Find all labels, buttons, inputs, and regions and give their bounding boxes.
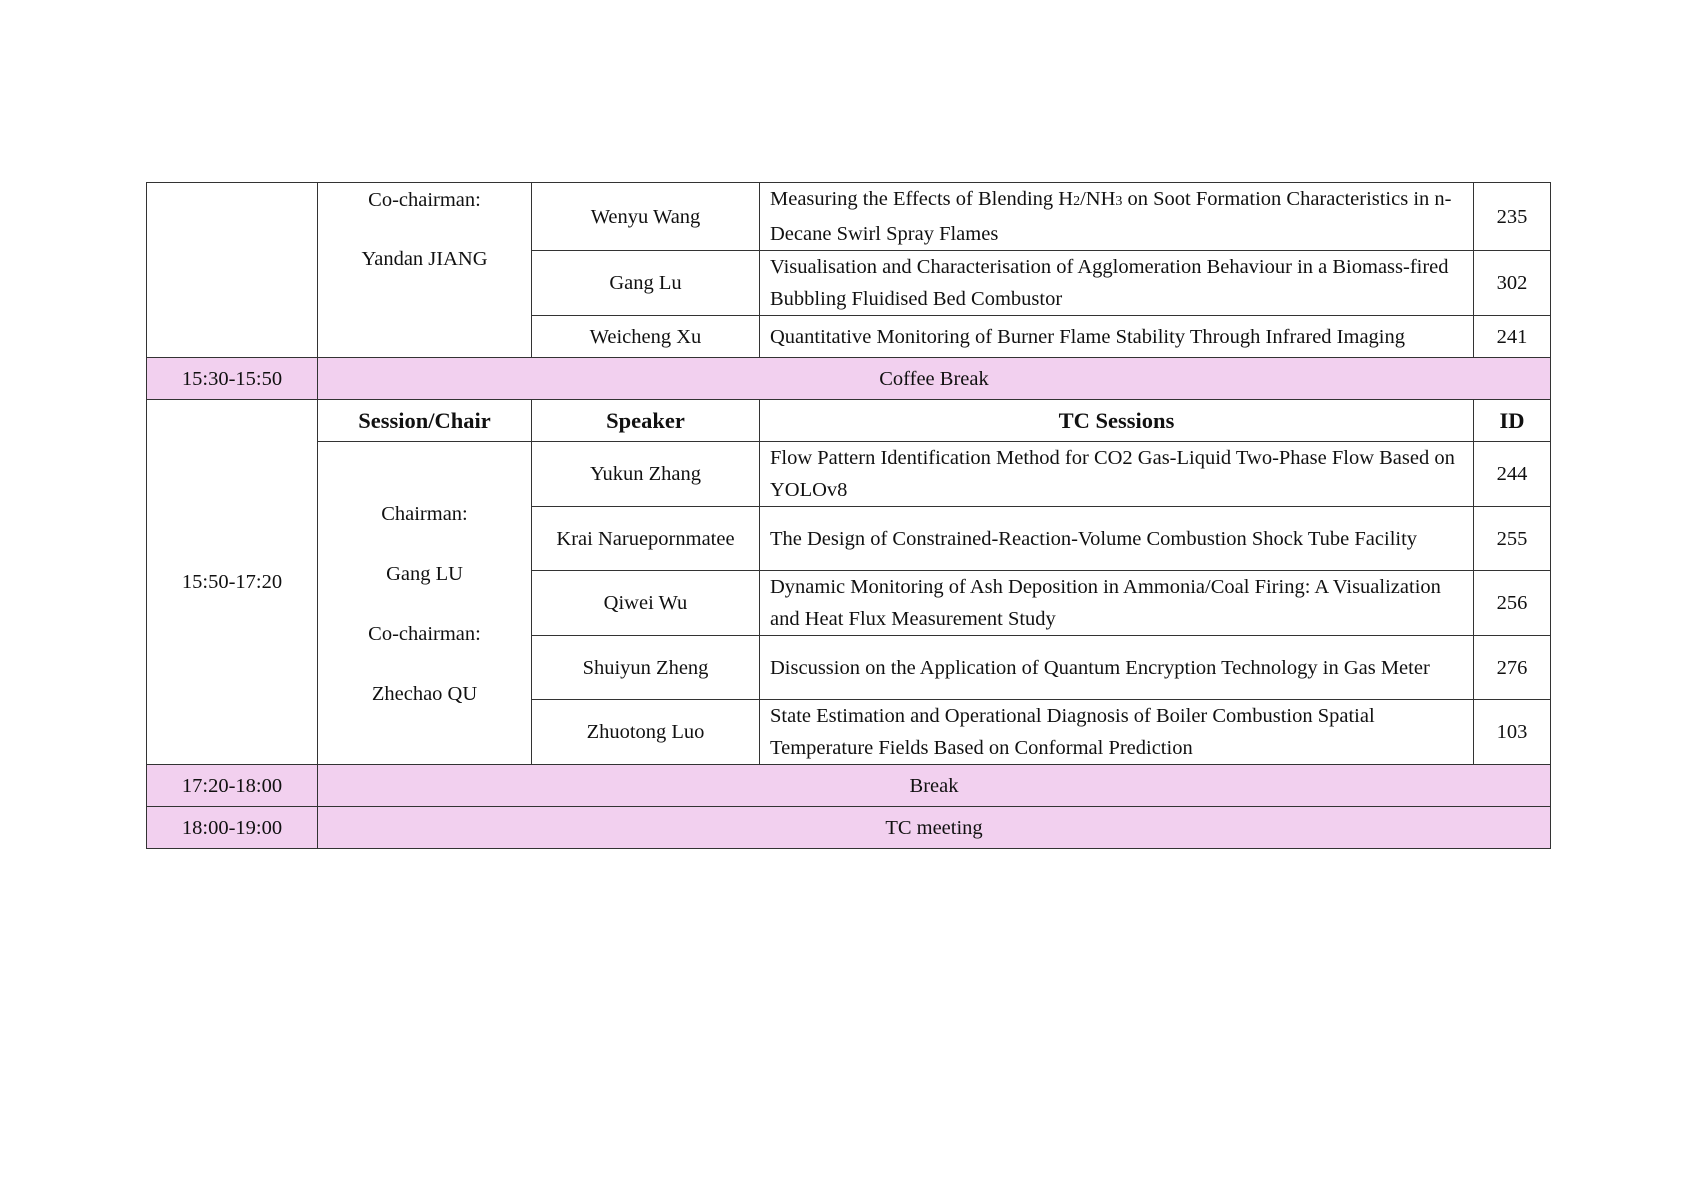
talk-title-cell: State Estimation and Operational Diagnosis of Boiler Combustion Spatial Temperature Fields Based on Conformal Prediction (760, 700, 1474, 765)
time-cell-empty (147, 183, 318, 358)
table-row (147, 442, 1551, 507)
tc-meeting-label: TC meeting (318, 807, 1551, 849)
coffee-break-label: Coffee Break (318, 358, 1551, 400)
speaker-cell: Qiwei Wu (532, 571, 760, 636)
cochairman-label: Co-chairman: (368, 622, 481, 645)
chairman-label: Chairman: (381, 502, 468, 525)
talk-title-cell: Flow Pattern Identification Method for CO2 Gas-Liquid Two-Phase Flow Based on YOLOv8 (760, 442, 1474, 507)
tc-meeting-row (147, 807, 1551, 849)
speaker-cell: Wenyu Wang (532, 183, 760, 251)
coffee-break-time: 15:30-15:50 (147, 358, 318, 400)
paper-id-cell: 235 (1474, 183, 1551, 251)
coffee-break-row (147, 358, 1551, 400)
talk-title-cell: Dynamic Monitoring of Ash Deposition in Ammonia/Coal Firing: A Visualization and Heat Flux Measurement Study (760, 571, 1474, 636)
speaker-cell: Zhuotong Luo (532, 700, 760, 765)
cochair-label: Co-chairman: (368, 189, 481, 211)
schedule-table (146, 182, 1551, 849)
speaker-cell: Weicheng Xu (532, 316, 760, 358)
break-label: Break (318, 765, 1551, 807)
talk-title-cell: Measuring the Effects of Blending H2/NH3 on Soot Formation Characteristics in n-Decane Swirl Spray Flames (760, 183, 1474, 251)
cochair-name: Yandan JIANG (361, 248, 488, 270)
speaker-cell: Gang Lu (532, 251, 760, 316)
speaker-cell: Krai Naruepornmatee (532, 507, 760, 571)
tc-meeting-time: 18:00-19:00 (147, 807, 318, 849)
session-time-cell: 15:50-17:20 (147, 400, 318, 765)
cochairman-name: Zhechao QU (371, 682, 478, 705)
talk-title-cell: The Design of Constrained-Reaction-Volume Combustion Shock Tube Facility (760, 507, 1474, 571)
break-row (147, 765, 1551, 807)
header-session-chair: Session/Chair (318, 400, 532, 442)
header-speaker: Speaker (532, 400, 760, 442)
paper-id-cell: 255 (1474, 507, 1551, 571)
paper-id-cell: 241 (1474, 316, 1551, 358)
talk-title-cell: Quantitative Monitoring of Burner Flame Stability Through Infrared Imaging (760, 316, 1474, 358)
break-time: 17:20-18:00 (147, 765, 318, 807)
session-chair-cell (318, 183, 532, 358)
speaker-cell: Shuiyun Zheng (532, 636, 760, 700)
paper-id-cell: 302 (1474, 251, 1551, 316)
session-chair-cell (318, 442, 532, 765)
speaker-cell: Yukun Zhang (532, 442, 760, 507)
paper-id-cell: 256 (1474, 571, 1551, 636)
header-id: ID (1474, 400, 1551, 442)
talk-title-cell: Visualisation and Characterisation of Agglomeration Behaviour in a Biomass-fired Bubbling Fluidised Bed Combustor (760, 251, 1474, 316)
chairman-name: Gang LU (386, 562, 463, 585)
paper-id-cell: 103 (1474, 700, 1551, 765)
table-header-row (147, 400, 1551, 442)
talk-title-cell: Discussion on the Application of Quantum Encryption Technology in Gas Meter (760, 636, 1474, 700)
paper-id-cell: 244 (1474, 442, 1551, 507)
header-tc-sessions: TC Sessions (760, 400, 1474, 442)
table-row (147, 183, 1551, 251)
paper-id-cell: 276 (1474, 636, 1551, 700)
